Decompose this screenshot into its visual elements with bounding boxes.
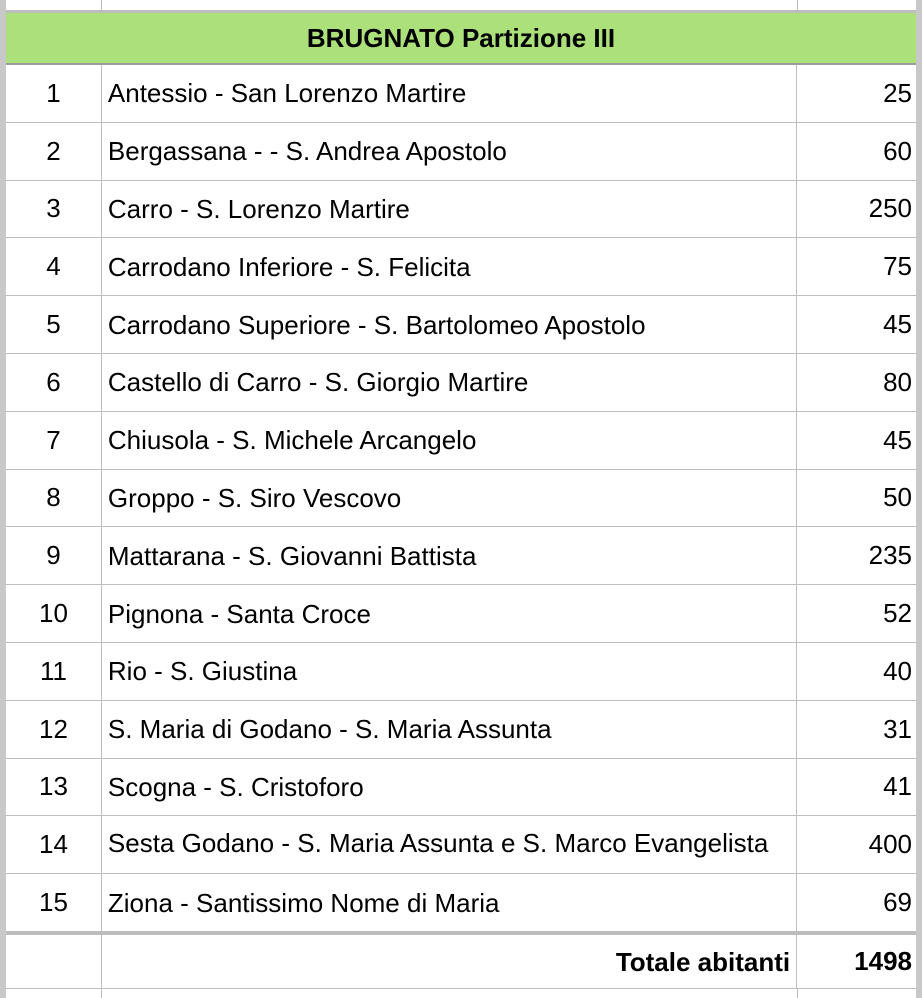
table-row[interactable]	[6, 412, 916, 470]
inhabitants-cell[interactable]: 69	[883, 887, 912, 918]
row-number-cell[interactable]: 6	[6, 354, 102, 411]
parish-name-cell[interactable]: Chiusola - S. Michele Arcangelo	[102, 412, 797, 469]
row-number-cell[interactable]: 10	[6, 585, 102, 642]
inhabitants-cell[interactable]: 45	[883, 309, 912, 340]
inhabitants-cell[interactable]: 41	[883, 771, 912, 802]
total-empty-cell[interactable]	[6, 935, 102, 988]
parish-name-cell[interactable]: Mattarana - S. Giovanni Battista	[102, 527, 797, 584]
parish-name-cell[interactable]: Antessio - San Lorenzo Martire	[102, 65, 797, 122]
table-row[interactable]	[6, 527, 916, 585]
table-row[interactable]	[6, 701, 916, 759]
inhabitants-cell[interactable]: 50	[883, 482, 912, 513]
row-number-cell[interactable]: 11	[6, 643, 102, 700]
total-value[interactable]: 1498	[854, 946, 912, 976]
table-row[interactable]	[6, 470, 916, 528]
previous-row-stub	[6, 0, 916, 11]
total-row[interactable]	[6, 932, 916, 989]
table-row[interactable]	[6, 585, 916, 643]
inhabitants-cell[interactable]: 80	[883, 366, 912, 397]
parish-name-cell[interactable]: Sesta Godano - S. Maria Assunta e S. Marco Evangelista	[102, 816, 797, 873]
table-row[interactable]	[6, 65, 916, 123]
inhabitants-cell[interactable]: 40	[883, 655, 912, 686]
table-row[interactable]	[6, 181, 916, 239]
row-number-cell[interactable]: 4	[6, 238, 102, 295]
row-number-cell[interactable]: 12	[6, 701, 102, 758]
row-number-cell[interactable]: 1	[6, 65, 102, 122]
inhabitants-cell[interactable]: 25	[883, 77, 912, 108]
inhabitants-cell[interactable]: 45	[883, 424, 912, 455]
total-label[interactable]: Totale abitanti	[102, 935, 797, 988]
row-number-cell[interactable]: 2	[6, 123, 102, 180]
parish-name-cell[interactable]: Groppo - S. Siro Vescovo	[102, 470, 797, 527]
row-number-cell[interactable]: 3	[6, 181, 102, 238]
row-number-cell[interactable]: 9	[6, 527, 102, 584]
table-row[interactable]	[6, 123, 916, 181]
parish-name-cell[interactable]: Scogna - S. Cristoforo	[102, 759, 797, 816]
table-row[interactable]	[6, 238, 916, 296]
inhabitants-cell[interactable]: 31	[883, 713, 912, 744]
parish-name-cell[interactable]: Bergassana - - S. Andrea Apostolo	[102, 123, 797, 180]
table-title[interactable]: BRUGNATO Partizione III	[6, 11, 916, 65]
inhabitants-cell[interactable]: 235	[868, 540, 912, 571]
table-row[interactable]	[6, 354, 916, 412]
parish-name-cell[interactable]: Carrodano Inferiore - S. Felicita	[102, 238, 797, 295]
row-number-cell[interactable]: 8	[6, 470, 102, 527]
row-number-cell[interactable]: 7	[6, 412, 102, 469]
parish-name-cell[interactable]: S. Maria di Godano - S. Maria Assunta	[102, 701, 797, 758]
next-row-stub	[6, 989, 916, 998]
inhabitants-cell[interactable]: 60	[883, 135, 912, 166]
parish-name-cell[interactable]: Rio - S. Giustina	[102, 643, 797, 700]
table-body	[6, 65, 916, 932]
row-number-cell[interactable]: 14	[6, 816, 102, 873]
parish-name-cell[interactable]: Carro - S. Lorenzo Martire	[102, 181, 797, 238]
inhabitants-cell[interactable]: 400	[868, 829, 912, 860]
row-number-cell[interactable]: 13	[6, 759, 102, 816]
table-row[interactable]	[6, 816, 916, 874]
parish-name-cell[interactable]: Carrodano Superiore - S. Bartolomeo Apostolo	[102, 296, 797, 353]
parish-name-cell[interactable]: Ziona - Santissimo Nome di Maria	[102, 874, 797, 931]
inhabitants-cell[interactable]: 250	[868, 193, 912, 224]
inhabitants-cell[interactable]: 75	[883, 251, 912, 282]
table-row[interactable]	[6, 296, 916, 354]
row-number-cell[interactable]: 15	[6, 874, 102, 931]
inhabitants-cell[interactable]: 52	[883, 598, 912, 629]
row-number-cell[interactable]: 5	[6, 296, 102, 353]
parish-name-cell[interactable]: Castello di Carro - S. Giorgio Martire	[102, 354, 797, 411]
table-row[interactable]	[6, 874, 916, 932]
table-row[interactable]	[6, 759, 916, 817]
parish-name-cell[interactable]: Pignona - Santa Croce	[102, 585, 797, 642]
table-row[interactable]	[6, 643, 916, 701]
